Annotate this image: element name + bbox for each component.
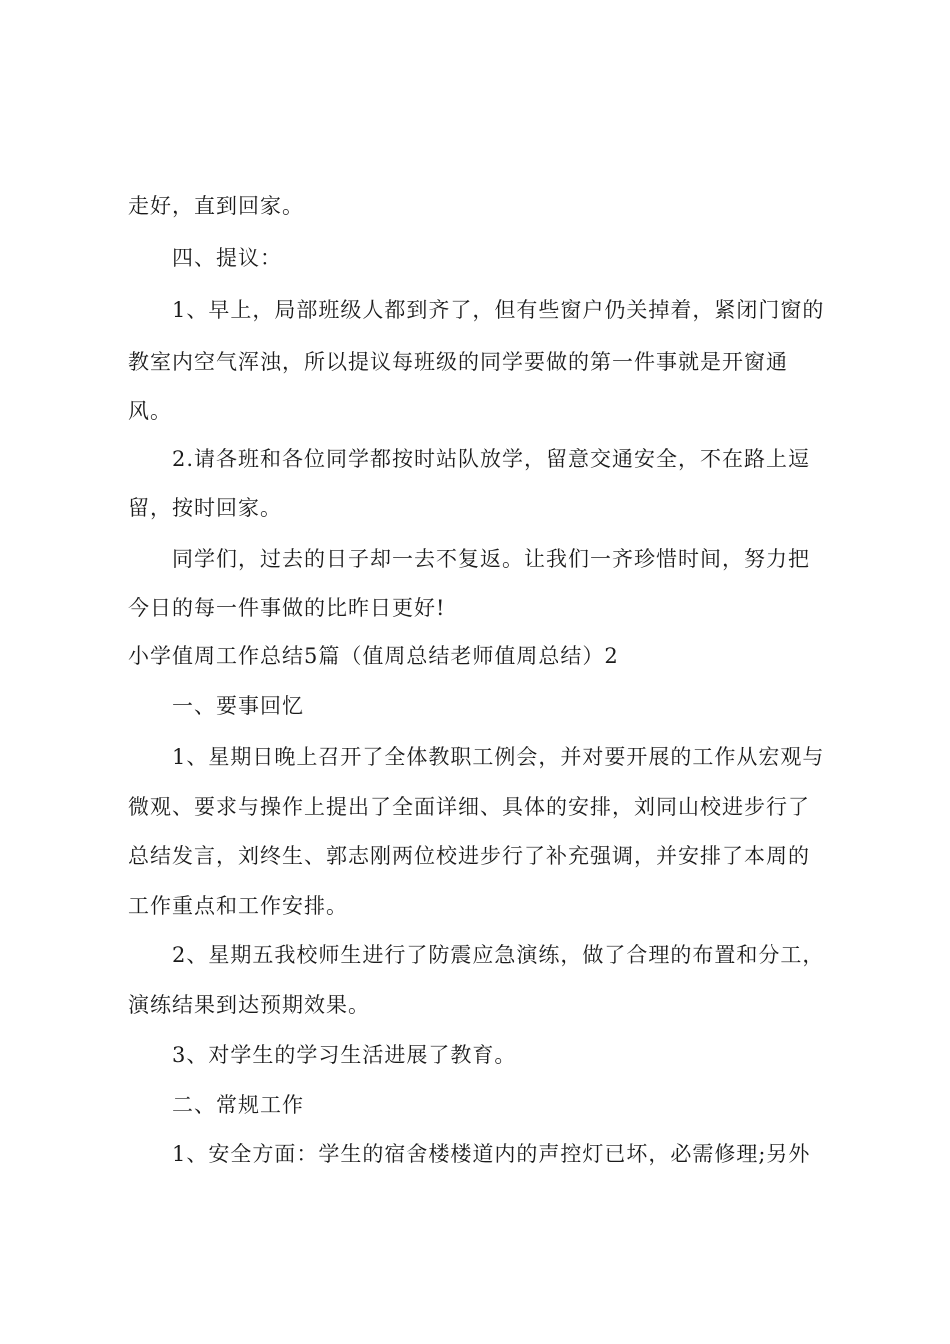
text-line: 2、星期五我校师生进行了防震应急演练，做了合理的布置和分工， [172, 943, 825, 967]
text-line: 同学们，过去的日子却一去不复返。让我们一齐珍惜时间，努力把 [172, 547, 810, 571]
text-line: 今日的每一件事做的比昨日更好! [128, 596, 446, 620]
text-line: 走好，直到回家。 [128, 194, 304, 218]
text-line: 1、安全方面：学生的宿舍楼楼道内的声控灯已坏，必需修理;另外 [172, 1142, 811, 1166]
document-title: 小学值周工作总结5篇（值周总结老师值周总结）2 [128, 644, 619, 668]
text-line: 2.请各班和各位同学都按时站队放学，留意交通安全，不在路上逗 [172, 447, 811, 471]
text-line: 总结发言，刘终生、郭志刚两位校进步行了补充强调，并安排了本周的 [128, 844, 810, 868]
text-line: 3、对学生的学习生活进展了教育。 [172, 1043, 517, 1067]
text-line: 1、星期日晚上召开了全体教职工例会，并对要开展的工作从宏观与 [172, 745, 825, 769]
section-heading: 一、要事回忆 [172, 694, 304, 718]
text-line: 教室内空气浑浊，所以提议每班级的同学要做的第一件事就是开窗通 [128, 350, 788, 374]
text-line: 留，按时回家。 [128, 496, 282, 520]
text-line: 1、早上，局部班级人都到齐了，但有些窗户仍关掉着，紧闭门窗的 [172, 298, 825, 322]
text-line: 演练结果到达预期效果。 [128, 993, 370, 1017]
text-line: 风。 [128, 399, 172, 423]
section-heading: 四、提议： [172, 246, 282, 270]
text-line: 工作重点和工作安排。 [128, 894, 348, 918]
section-heading: 二、常规工作 [172, 1093, 304, 1117]
text-line: 微观、要求与操作上提出了全面详细、具体的安排，刘同山校进步行了 [128, 795, 810, 819]
